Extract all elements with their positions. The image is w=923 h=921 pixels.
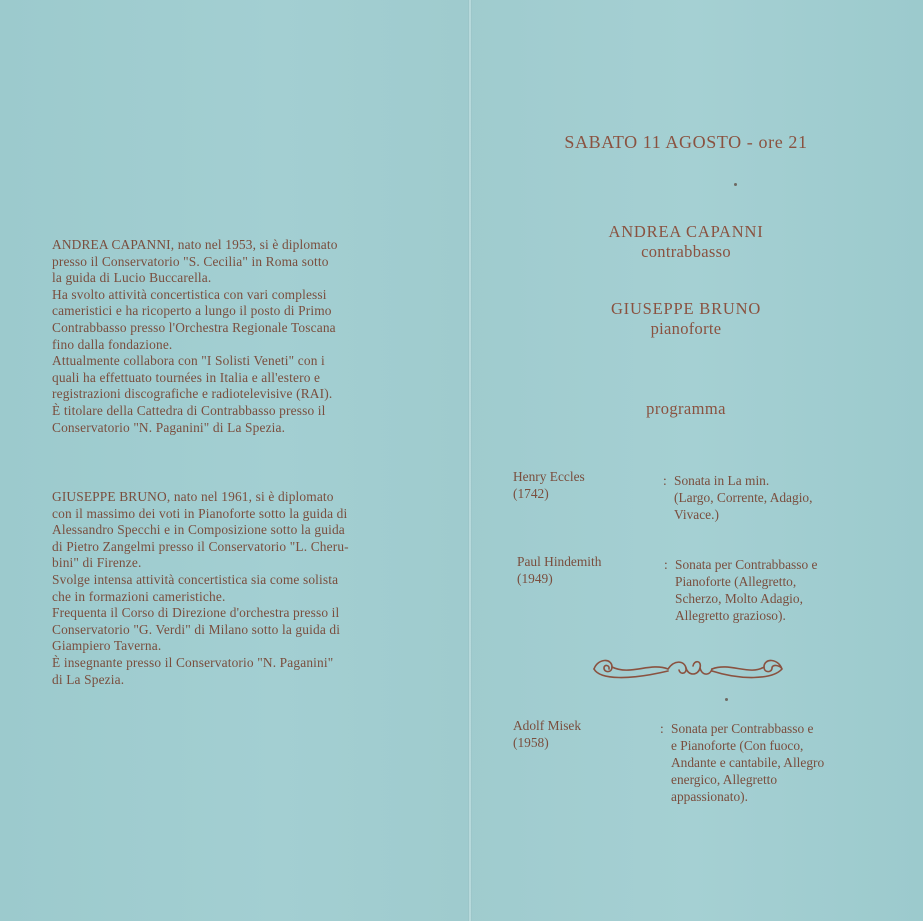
composer-year: (1742): [513, 486, 549, 501]
performer-instrument: pianoforte: [650, 319, 722, 338]
performer-instrument: contrabbasso: [641, 242, 731, 261]
bio-line: È insegnante presso il Conservatorio "N. Paganini": [52, 654, 334, 670]
work-line: Sonata per Contrabbasso e: [671, 721, 814, 736]
program-item-hindemith-composer: [517, 553, 647, 587]
program-colon: :: [664, 557, 668, 572]
performer-name: ANDREA CAPANNI: [608, 222, 764, 241]
bio-line: presso il Conservatorio "S. Cecilia" in Roma sotto: [52, 253, 329, 269]
bio-line: Frequenta il Corso di Direzione d'orchestra presso il: [52, 605, 340, 621]
speck-dot: [725, 698, 728, 701]
composer-year: (1949): [517, 571, 553, 586]
work-line: Pianoforte (Allegretto,: [675, 574, 797, 589]
speck-dot: [734, 183, 737, 186]
work-line: Andante e cantabile, Allegro: [671, 755, 825, 770]
bio-line: di Pietro Zangelmi presso il Conservatorio "L. Cheru-: [52, 538, 349, 554]
bio-line: fino dalla fondazione.: [52, 336, 173, 352]
bio-line: Conservatorio "N. Paganini" di La Spezia.: [52, 419, 286, 435]
performer-bruno: [472, 299, 900, 339]
right-panel-program: [472, 0, 923, 921]
bio-line: ANDREA CAPANNI, nato nel 1953, si è diplomato: [52, 237, 338, 252]
work-line: energico, Allegretto: [671, 772, 778, 787]
composer-name: Adolf Misek: [513, 718, 582, 733]
bio-giuseppe-bruno: [52, 489, 407, 688]
work-line: Scherzo, Molto Adagio,: [675, 591, 803, 606]
bio-line: GIUSEPPE BRUNO, nato nel 1961, si è diplomato: [52, 489, 334, 504]
bio-line: bini" di Firenze.: [52, 555, 142, 571]
bio-line: Contrabbasso presso l'Orchestra Regionale Toscana: [52, 319, 336, 335]
work-line: (Largo, Corrente, Adagio,: [674, 490, 813, 505]
program-colon: :: [663, 473, 667, 488]
bio-line: la guida di Lucio Buccarella.: [52, 270, 212, 286]
composer-name: Henry Eccles: [513, 469, 585, 484]
work-line: Vivace.): [674, 507, 719, 522]
composer-name: Paul Hindemith: [517, 554, 602, 569]
bio-line: Svolge intensa attività concertistica sia come solista: [52, 571, 339, 587]
work-line: Sonata per Contrabbasso e: [675, 557, 818, 572]
program-colon: :: [660, 721, 664, 736]
bio-line: con il massimo dei voti in Pianoforte sotto la guida di: [52, 505, 348, 521]
bio-line: di La Spezia.: [52, 671, 125, 687]
composer-year: (1958): [513, 735, 549, 750]
program-item-eccles-work: [674, 472, 879, 523]
program-item-hindemith-work: [675, 556, 880, 624]
work-line: appassionato).: [671, 789, 748, 804]
work-line: e Pianoforte (Con fuoco,: [671, 738, 804, 753]
bio-line: Alessandro Specchi e in Composizione sotto la guida: [52, 522, 345, 538]
bio-line: registrazioni discografiche e radiotelevisive (RAI).: [52, 386, 333, 402]
bio-line: Ha svolto attività concertistica con vari complessi: [52, 286, 327, 302]
concert-date: SABATO 11 AGOSTO - ore 21: [564, 132, 808, 152]
bio-line: cameristici e ha ricoperto a lungo il posto di Primo: [52, 303, 332, 319]
work-line: Allegretto grazioso).: [675, 608, 786, 623]
work-line: Sonata in La min.: [674, 473, 770, 488]
program-item-eccles-composer: [513, 468, 643, 502]
bio-line: Giampiero Taverna.: [52, 638, 162, 654]
program-item-misek-composer: [513, 717, 643, 751]
scroll-flourish-icon: [590, 654, 786, 684]
bio-line: Attualmente collabora con "I Solisti Veneti" con i: [52, 353, 325, 369]
program-item-misek-work: [671, 720, 876, 805]
performer-name: GIUSEPPE BRUNO: [610, 299, 762, 318]
program-heading: programma: [646, 399, 726, 418]
bio-line: quali ha effettuato tournées in Italia e all'estero e: [52, 369, 321, 385]
bio-line: Conservatorio "G. Verdi" di Milano sotto la guida di: [52, 621, 341, 637]
performer-capanni: [472, 222, 900, 262]
bio-line: È titolare della Cattedra di Contrabbasso presso il: [52, 402, 326, 418]
bio-andrea-capanni: [52, 237, 407, 436]
bio-line: che in formazioni cameristiche.: [52, 588, 226, 604]
